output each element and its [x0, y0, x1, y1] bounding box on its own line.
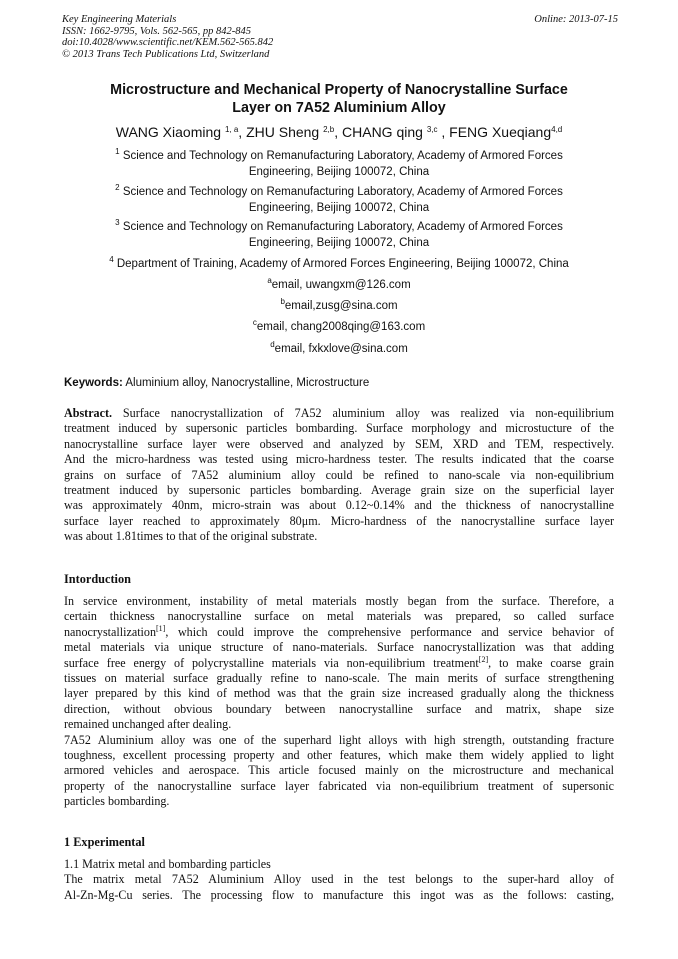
- email-marker: b: [280, 297, 285, 306]
- intro-line: tissues on material surface gradually refine to nano-scale. The main merits of surface strengthening: [64, 671, 614, 686]
- intro-line: 7A52 Aluminium alloy was one of the superhard light alloys with high strength, outstanding fracture: [64, 732, 614, 747]
- intro-line: In service environment, instability of metal materials mostly began from the surface. Therefore, a: [64, 594, 614, 608]
- abstract-label: Abstract.: [64, 406, 113, 420]
- abstract-line: And the micro-hardness was tested using micro-hardness tester. The results indicated that the coarse: [64, 452, 614, 467]
- journal-name: Key Engineering Materials: [62, 14, 177, 25]
- title-line-1: Microstructure and Mechanical Property of Nanocrystalline Surface: [110, 82, 568, 98]
- author-affil-marker: 4,d: [551, 125, 563, 134]
- author-separator: ,: [238, 124, 247, 140]
- affiliation-text: Department of Training, Academy of Armored Forces Engineering, Beijing 100072, China: [116, 258, 569, 270]
- abstract-line: was approximately 40nm, micro-strain was about 0.12~0.14% and the thickness of nanocrystalline: [64, 498, 614, 513]
- affiliation-number: 2: [115, 183, 120, 192]
- citation-marker[interactable]: [1]: [156, 623, 166, 633]
- intro-line: direction, without obvious boundary between nanocrystalline surface and matrix, shape size: [64, 701, 614, 716]
- intro-line: certain thickness nanocrystalline surface on metal materials was prepared, so called surface: [64, 609, 614, 624]
- keywords-text: Aluminium alloy, Nanocrystalline, Microstructure: [122, 377, 370, 389]
- affiliation-1: [40, 148, 638, 180]
- author-separator: ,: [334, 124, 343, 140]
- abstract-line: Abstract. Surface nanocrystallization of 7A52 aluminium alloy was realized via non-equilibrium: [64, 406, 614, 420]
- affiliation-3: [40, 219, 638, 251]
- author-affil-marker: 1, a: [224, 125, 239, 134]
- body-line: Al-Zn-Mg-Cu series. The processing flow to manufacture this ingot was as the follows: casting,: [64, 887, 614, 902]
- affiliation-text-cont: Engineering, Beijing 100072, China: [248, 237, 430, 249]
- section-heading-introduction: Intorduction: [64, 572, 131, 586]
- intro-line: remained unchanged after dealing.: [64, 717, 232, 732]
- issn-line: ISSN: 1662-9795, Vols. 562-565, pp 842-845: [62, 25, 251, 37]
- online-date: Online: 2013-07-15: [534, 14, 618, 25]
- abstract-line: was about 1.81times to that of the original substrate.: [64, 529, 318, 544]
- affiliation-text-cont: Engineering, Beijing 100072, China: [248, 202, 430, 214]
- affiliation-text-cont: Engineering, Beijing 100072, China: [248, 166, 430, 178]
- running-header: [62, 14, 618, 60]
- author-affil-marker: 2,b: [323, 125, 335, 134]
- abstract-line: surface layer reached to approximately 80μm. Micro-hardness of the nanocrystalline surface layer: [64, 513, 614, 528]
- introduction-text: [64, 594, 614, 810]
- author-affil-marker: 3,c: [426, 125, 438, 134]
- email-text[interactable]: email, uwangxm@126.com: [271, 279, 411, 291]
- abstract-line: treatment induced by supersonic particles bombarding. Average grain size on the superficial layer: [64, 483, 614, 498]
- copyright-line: © 2013 Trans Tech Publications Ltd, Switzerland: [62, 48, 270, 60]
- email-marker: d: [270, 340, 275, 349]
- intro-line: surface free energy of polycrystalline materials via non-equilibrium treatment[2], to make coarse grain: [64, 654, 614, 670]
- paper-title: [70, 81, 608, 117]
- affiliation-number: 1: [115, 147, 120, 156]
- abstract-line: grains on surface of 7A52 aluminium alloy could be refined to nano-scale via non-equilibrium: [64, 467, 614, 482]
- email-c[interactable]: [40, 320, 638, 334]
- author-name: WANG Xiaoming: [115, 124, 225, 140]
- intro-line: toughness, excellent processing property and other features, which make them widely applied to light: [64, 748, 614, 763]
- abstract-line: nanocrystalline surface layer were observed and analyzed by SEM, XRD and TEM, respectively.: [64, 436, 614, 451]
- body-line: The matrix metal 7A52 Aluminium Alloy used in the test belongs to the super-hard alloy of: [64, 872, 614, 887]
- subsection-heading: 1.1 Matrix metal and bombarding particles: [64, 857, 271, 871]
- email-d[interactable]: [40, 342, 638, 356]
- author-2: [246, 124, 342, 140]
- intro-line: layer prepared by this kind of method was that the grain size increased gradually along the thickness: [64, 686, 614, 701]
- affiliation-number: 3: [115, 218, 120, 227]
- author-name: ZHU Sheng: [246, 124, 324, 140]
- abstract-line: treatment induced by supersonic particles bombarding. Surface morphology and microstucture of the: [64, 421, 614, 436]
- email-text[interactable]: email, chang2008qing@163.com: [256, 321, 426, 333]
- experimental-text: [64, 857, 614, 903]
- intro-line: nanocrystallization[1], which could improve the comprehensive performance and service behavior of: [64, 623, 614, 639]
- affiliation-2: [40, 184, 638, 216]
- email-b[interactable]: [40, 299, 638, 313]
- email-marker: c: [252, 318, 257, 327]
- author-4: [449, 124, 562, 140]
- abstract: [64, 406, 614, 545]
- email-text[interactable]: email,zusg@sina.com: [284, 300, 398, 312]
- keywords: [64, 376, 369, 390]
- email-text[interactable]: email, fxkxlove@sina.com: [274, 343, 408, 355]
- author-name: FENG Xueqiang: [449, 124, 552, 140]
- intro-line: property of the nanocrystalline surface layer fabricated via non-equilibrium treatment of supersonic: [64, 778, 614, 793]
- affiliation-text: Science and Technology on Remanufacturing Laboratory, Academy of Armored Forces: [122, 150, 563, 162]
- doi-line: doi:10.4028/www.scientific.net/KEM.562-565.842: [62, 37, 274, 49]
- affiliation-text: Science and Technology on Remanufacturing Laboratory, Academy of Armored Forces: [122, 186, 563, 198]
- intro-line: armored vehicles and aerospace. This article focused mainly on the microstructure and mechanical: [64, 763, 614, 778]
- author-3: [342, 124, 449, 140]
- email-marker: a: [267, 276, 272, 285]
- keywords-label: Keywords:: [64, 377, 123, 389]
- citation-marker[interactable]: [2]: [478, 654, 489, 664]
- section-heading-experimental: 1 Experimental: [64, 835, 145, 849]
- affiliation-text: Science and Technology on Remanufacturing Laboratory, Academy of Armored Forces: [122, 221, 563, 233]
- title-line-2: Layer on 7A52 Aluminium Alloy: [232, 100, 446, 116]
- affiliation-4: [40, 256, 638, 272]
- author-1: [116, 124, 246, 140]
- email-a[interactable]: [40, 278, 638, 292]
- author-name: CHANG qing: [342, 124, 427, 140]
- author-separator: ,: [437, 124, 450, 140]
- intro-line: metal materials via unique structure of nano-materials. Surface nanocrystallization was that adding: [64, 640, 614, 655]
- author-list: [40, 123, 638, 141]
- intro-line: particles bombarding.: [64, 794, 170, 809]
- affiliation-number: 4: [109, 255, 114, 264]
